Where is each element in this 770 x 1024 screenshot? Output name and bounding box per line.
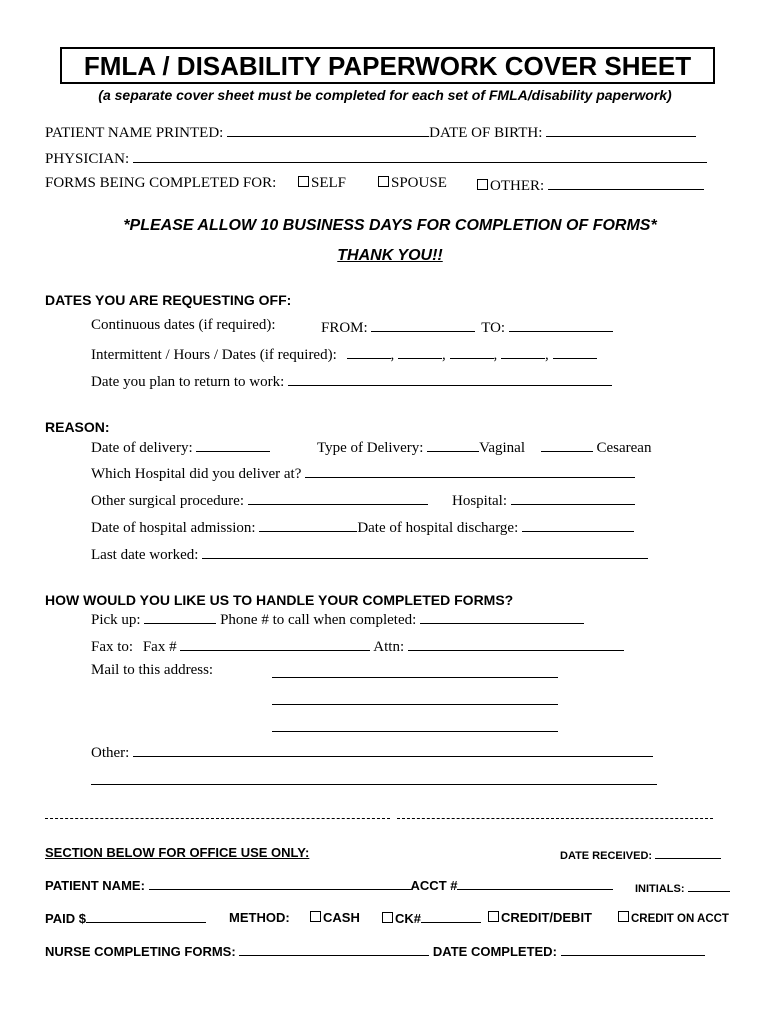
comma: ,: [390, 347, 395, 363]
cash-checkbox[interactable]: [310, 911, 321, 922]
surgical-field[interactable]: [248, 490, 428, 505]
return-row: [91, 371, 612, 391]
method-label: METHOD:: [229, 910, 290, 925]
phone-label: Phone # to call when completed:: [220, 612, 417, 628]
ck-label: CK#: [395, 911, 422, 926]
nurse-label: NURSE COMPLETING FORMS:: [45, 944, 236, 959]
credit-debit-option[interactable]: [488, 910, 592, 925]
other-option[interactable]: [477, 175, 704, 195]
acct-field[interactable]: [457, 877, 613, 890]
office-heading: SECTION BELOW FOR OFFICE USE ONLY:: [45, 845, 310, 860]
admission-row: [91, 517, 634, 537]
from-field[interactable]: [371, 317, 475, 332]
discharge-field[interactable]: [522, 517, 634, 532]
nurse-row: [45, 943, 705, 959]
credit-on-acct-label: CREDIT ON ACCT: [631, 913, 729, 925]
surgical-label: Other surgical procedure:: [91, 493, 244, 509]
fax-row: [91, 636, 624, 656]
hospital-delivered-row: [91, 463, 635, 483]
vaginal-field[interactable]: [427, 437, 479, 452]
return-field[interactable]: [288, 371, 612, 386]
ck-option[interactable]: [382, 910, 481, 926]
mail-line-3[interactable]: [272, 731, 558, 732]
other-handling-field[interactable]: [133, 742, 653, 757]
initials-label: INITIALS:: [635, 883, 685, 895]
pickup-label: Pick up:: [91, 612, 141, 628]
intermittent-field-3[interactable]: [450, 344, 494, 359]
intermittent-field-2[interactable]: [398, 344, 442, 359]
credit-on-acct-option[interactable]: [618, 911, 729, 925]
intermittent-field-4[interactable]: [501, 344, 545, 359]
date-completed-label: DATE COMPLETED:: [432, 944, 557, 959]
return-label: Date you plan to return to work:: [91, 374, 285, 390]
thank-you: THANK YOU!!: [337, 247, 443, 264]
pickup-row: [91, 609, 584, 629]
patient-name-row: [45, 122, 696, 142]
admission-field[interactable]: [259, 517, 357, 532]
cesarean-label: Cesarean: [596, 440, 652, 456]
spouse-option[interactable]: [378, 175, 447, 192]
other-field[interactable]: [548, 175, 704, 190]
spouse-label: SPOUSE: [391, 175, 447, 191]
hospital-delivered-field[interactable]: [305, 463, 635, 478]
initials-row: [635, 880, 730, 895]
physician-row: [45, 148, 707, 168]
dob-field[interactable]: [546, 122, 696, 137]
pickup-field[interactable]: [144, 609, 216, 624]
paid-row: [45, 910, 206, 926]
delivery-date-row: [91, 437, 270, 457]
cut-line-right: [397, 818, 713, 819]
from-label: FROM:: [321, 320, 368, 336]
delivery-type-row: [317, 437, 651, 457]
hospital-field[interactable]: [511, 490, 635, 505]
intermittent-field-1[interactable]: [347, 344, 391, 359]
other-handling-row: [91, 742, 653, 762]
hospital-label: Hospital:: [452, 493, 507, 509]
spouse-checkbox[interactable]: [378, 176, 389, 187]
last-worked-label: Last date worked:: [91, 547, 199, 563]
paid-label: PAID $: [45, 911, 86, 926]
office-patient-label: PATIENT NAME:: [45, 878, 145, 893]
credit-on-acct-checkbox[interactable]: [618, 911, 629, 922]
attn-field[interactable]: [408, 636, 624, 651]
office-patient-row: [45, 877, 613, 893]
comma: ,: [545, 347, 549, 363]
reason-heading: REASON:: [45, 419, 110, 435]
dob-label: DATE OF BIRTH:: [429, 125, 543, 141]
other-handling-line-2[interactable]: [91, 784, 657, 785]
fax-label: Fax to:: [91, 639, 134, 655]
continuous-label: Continuous dates (if required):: [91, 317, 276, 333]
vaginal-label: Vaginal: [479, 440, 525, 456]
mail-label: Mail to this address:: [91, 662, 214, 678]
physician-label: PHYSICIAN:: [45, 151, 130, 167]
forms-for-row: [45, 175, 276, 192]
title-box: [60, 47, 715, 84]
comma: ,: [493, 347, 498, 363]
page-subtitle: (a separate cover sheet must be completed for each set of FMLA/disability paperwork): [98, 87, 672, 103]
self-label: SELF: [311, 175, 347, 191]
acct-label: ACCT #: [410, 878, 458, 893]
intermittent-field-5[interactable]: [553, 344, 597, 359]
mail-line-2[interactable]: [272, 704, 558, 705]
self-option[interactable]: [298, 175, 346, 192]
paid-field[interactable]: [86, 910, 206, 923]
cesarean-field[interactable]: [541, 437, 593, 452]
delivery-date-field[interactable]: [196, 437, 270, 452]
physician-field[interactable]: [133, 148, 707, 163]
credit-debit-label: CREDIT/DEBIT: [501, 910, 592, 925]
other-label: OTHER:: [490, 178, 545, 194]
comma: ,: [442, 347, 446, 363]
delivery-type-label: Type of Delivery:: [317, 440, 424, 456]
surgical-row: [91, 490, 428, 510]
from-row: [321, 317, 613, 337]
intermittent-label: Intermittent / Hours / Dates (if required):: [91, 347, 337, 363]
to-field[interactable]: [509, 317, 613, 332]
initials-field[interactable]: [688, 880, 730, 892]
last-worked-row: [91, 544, 648, 564]
ck-field[interactable]: [421, 910, 481, 923]
phone-field[interactable]: [420, 609, 584, 624]
fax-num-label: Fax #: [142, 639, 177, 655]
patient-name-field[interactable]: [227, 122, 429, 137]
handling-heading: HOW WOULD YOU LIKE US TO HANDLE YOUR COMPLETED FORMS?: [45, 592, 514, 608]
fax-field[interactable]: [180, 636, 370, 651]
page-title: FMLA / DISABILITY PAPERWORK COVER SHEET: [83, 51, 692, 81]
attn-label: Attn:: [373, 639, 405, 655]
other-handling-label: Other:: [91, 745, 130, 761]
office-patient-field[interactable]: [149, 877, 411, 890]
date-received-row: [560, 847, 721, 862]
credit-debit-checkbox[interactable]: [488, 911, 499, 922]
admission-label: Date of hospital admission:: [91, 520, 256, 536]
cut-line-left: [45, 818, 390, 819]
cash-option[interactable]: [310, 910, 360, 925]
ck-checkbox[interactable]: [382, 912, 393, 923]
discharge-label: Date of hospital discharge:: [357, 520, 519, 536]
to-label: TO:: [481, 320, 506, 336]
dates-heading: DATES YOU ARE REQUESTING OFF:: [45, 292, 292, 308]
hospital-row: [452, 490, 635, 510]
cash-label: CASH: [323, 910, 360, 925]
patient-name-label: PATIENT NAME PRINTED:: [45, 125, 224, 141]
intermittent-row: [91, 344, 597, 364]
hospital-delivered-label: Which Hospital did you deliver at?: [91, 466, 302, 482]
date-completed-field[interactable]: [561, 943, 705, 956]
mail-line-1[interactable]: [272, 677, 558, 678]
forms-for-label: FORMS BEING COMPLETED FOR:: [45, 175, 277, 191]
nurse-field[interactable]: [239, 943, 429, 956]
delivery-date-label: Date of delivery:: [91, 440, 193, 456]
self-checkbox[interactable]: [298, 176, 309, 187]
date-received-label: DATE RECEIVED:: [560, 850, 653, 862]
date-received-field[interactable]: [655, 847, 721, 859]
other-checkbox[interactable]: [477, 179, 488, 190]
last-worked-field[interactable]: [202, 544, 648, 559]
notice-line: *PLEASE ALLOW 10 BUSINESS DAYS FOR COMPLETION OF FORMS*: [123, 217, 657, 234]
